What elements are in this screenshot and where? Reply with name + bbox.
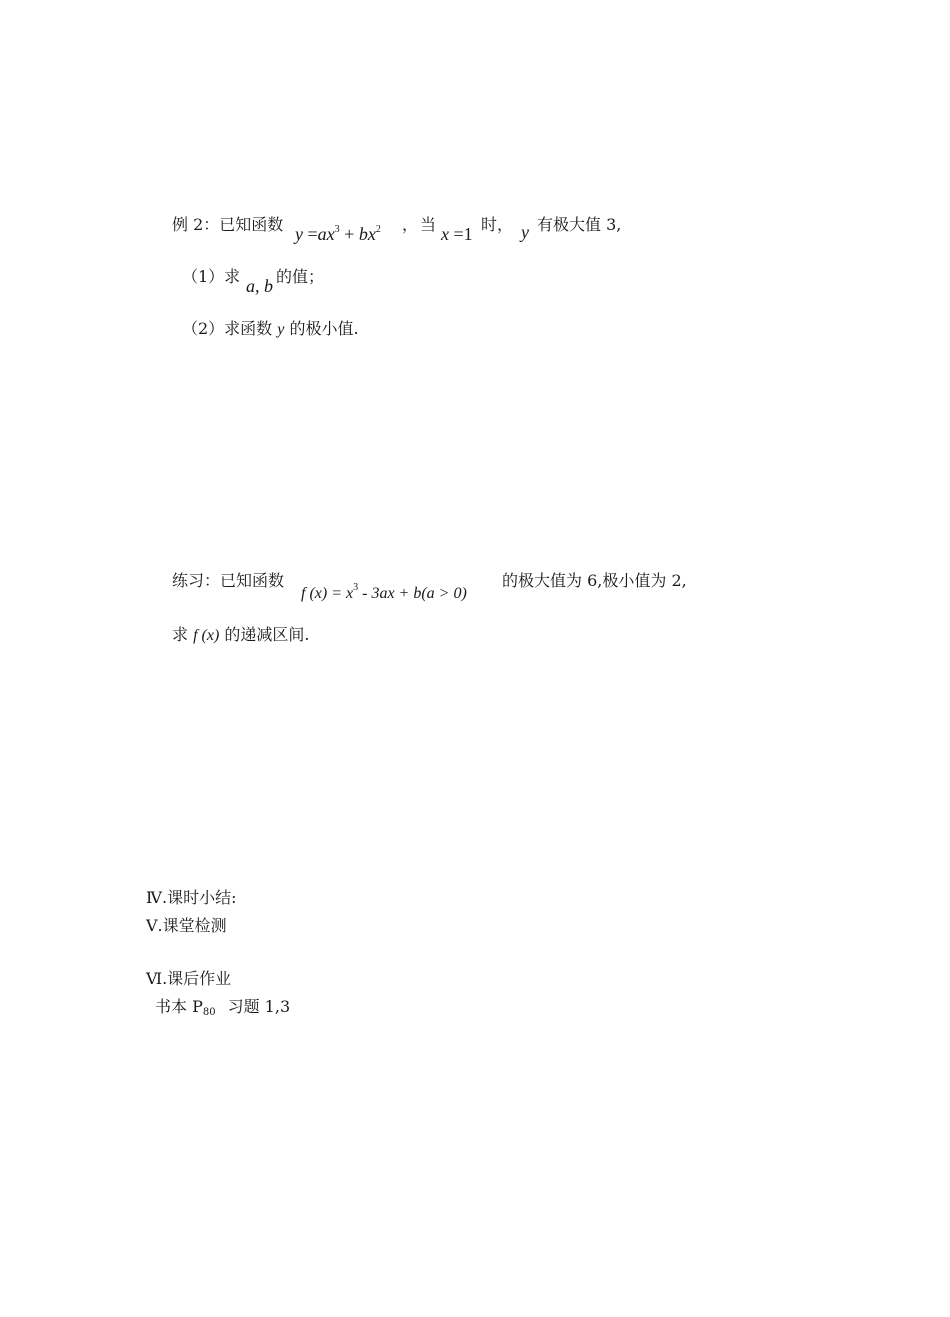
practice-text: 的极大值为 6,极小值为 2,	[502, 571, 687, 590]
practice-line2: 求 f (x) 的递减区间.	[172, 625, 310, 644]
section-classroom-test: Ⅴ.课堂检测	[146, 916, 227, 935]
homework-line: 书本 $P_{80}$ 习题 1,3	[155, 997, 291, 1018]
practice-function: f $(x) = x^3 - 3ax + b(a > 0)$	[301, 582, 467, 602]
example2-comma: ，	[402, 215, 419, 234]
example2-function: $y =ax^3 + bx^2$	[295, 224, 381, 244]
section-summary: Ⅳ.课时小结:	[146, 888, 237, 907]
example2-q2: （2）求函数 y 的极小值.	[182, 319, 359, 338]
section-homework: Ⅵ.课后作业	[146, 969, 232, 988]
example2-q1-prefix: （1）求	[182, 267, 241, 286]
example2-yvar: y	[521, 222, 529, 242]
example2-label: 例 2：已知函数	[172, 215, 284, 234]
example2-max-text: 有极大值 3,	[537, 215, 622, 234]
example2-line	[172, 212, 283, 235]
example2-when: 当	[420, 215, 437, 234]
example2-condition: x =1	[441, 224, 473, 244]
example2-q1-vars: a, b	[246, 276, 273, 296]
practice-label: 练习：已知函数	[172, 571, 285, 590]
example2-q1-suffix: 的值；	[276, 267, 325, 286]
example2-time: 时，	[481, 215, 514, 234]
